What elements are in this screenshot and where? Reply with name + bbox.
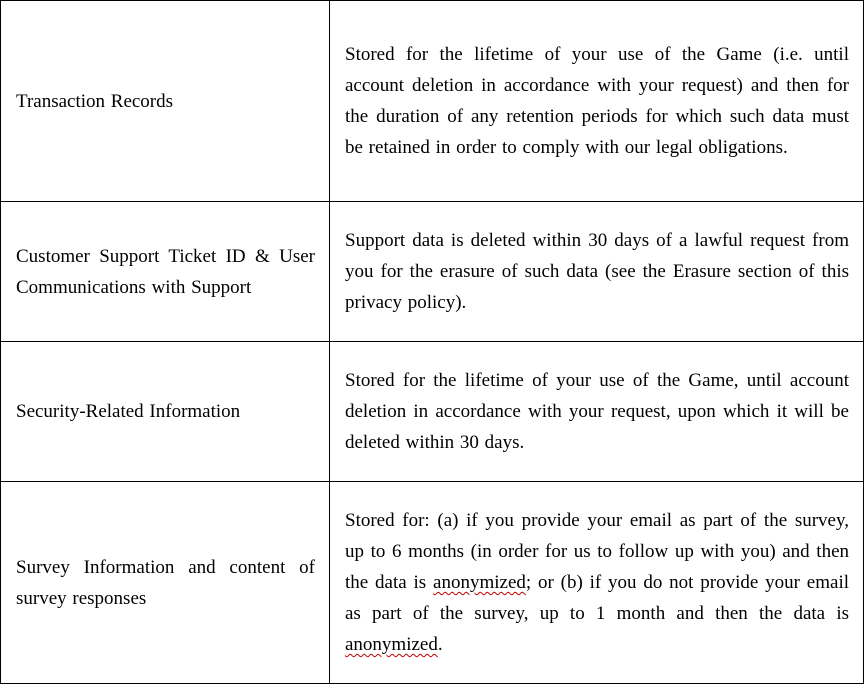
retention-text: . [437,634,443,655]
table-row [1,202,864,342]
table-row [1,1,864,202]
spellcheck-word: anonymized [433,572,526,593]
retention-text: Stored for: (a) if you provide your email as part of the survey, up to 6 months (in order for us to follow up with you) and then the data is [345,510,849,593]
retention-cell: Stored for the lifetime of your use of the Game, until account deletion in accordance with your request, upon which it will be deleted within 30 days. [330,342,864,482]
table-row [1,482,864,684]
table-row [1,342,864,482]
category-cell: Customer Support Ticket ID & User Communications with Support [1,202,330,342]
category-cell: Survey Information and content of survey responses [1,482,330,684]
spellcheck-word: anonymized [345,634,438,655]
category-cell: Transaction Records [1,1,330,202]
category-cell: Security-Related Information [1,342,330,482]
retention-text: ; or (b) if you do not provide your email as part of the survey, up to 1 month and then the data is [345,572,850,624]
retention-cell: Support data is deleted within 30 days of a lawful request from you for the erasure of such data (see the Erasure section of this privacy policy). [330,202,864,342]
retention-cell [330,482,864,684]
retention-cell: Stored for the lifetime of your use of the Game (i.e. until account deletion in accordance with your request) and then for the duration of any retention periods for which such data must be retained in order to comply with our legal obligations. [330,1,864,202]
